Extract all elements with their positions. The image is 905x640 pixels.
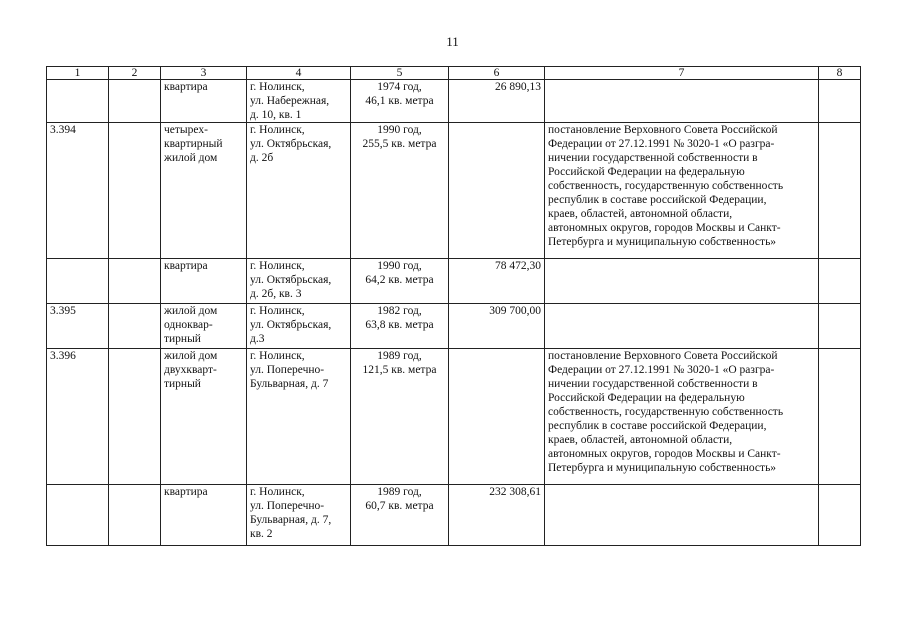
column-header: 6 bbox=[449, 67, 545, 80]
cell-text-line: автономных округов, городов Москвы и Санкт- bbox=[548, 222, 781, 234]
column-8-cell bbox=[819, 259, 861, 304]
column-8-cell bbox=[819, 485, 861, 546]
address-cell bbox=[247, 304, 351, 349]
cell-text-line: ул. Поперечно- bbox=[250, 364, 325, 376]
year-area-cell bbox=[351, 259, 449, 304]
cell-text-line: 26 890,13 bbox=[495, 81, 541, 93]
cell-text-line: тирный bbox=[164, 333, 201, 345]
row-number-cell bbox=[47, 304, 109, 349]
cell-text-line: ул. Октябрьская, bbox=[250, 319, 332, 331]
cost-cell bbox=[449, 349, 545, 485]
cell-text-line: д. 2б, кв. 3 bbox=[250, 288, 302, 300]
cell-text-line: ул. Набережная, bbox=[250, 95, 330, 107]
cell-text-line: республик в составе российской Федерации, bbox=[548, 420, 767, 432]
legal-basis-cell bbox=[545, 485, 819, 546]
column-header: 7 bbox=[545, 67, 819, 80]
cost-cell bbox=[449, 80, 545, 123]
cell-text-line: 60,7 кв. метра bbox=[365, 500, 434, 512]
cost-cell bbox=[449, 123, 545, 259]
cell-text-line: ничении государственной собственности в bbox=[548, 152, 758, 164]
cell-text-line: 3.395 bbox=[50, 305, 76, 317]
cell-text-line: 232 308,61 bbox=[489, 486, 541, 498]
object-name-cell bbox=[161, 123, 247, 259]
object-name-cell bbox=[161, 349, 247, 485]
legal-basis-cell bbox=[545, 349, 819, 485]
cell-text-line: квартира bbox=[164, 260, 208, 272]
table-row bbox=[47, 485, 861, 546]
legal-basis-cell bbox=[545, 80, 819, 123]
cell-text-line: 1982 год, bbox=[377, 305, 422, 317]
cell-text-line: 309 700,00 bbox=[489, 305, 541, 317]
cost-cell bbox=[449, 485, 545, 546]
object-name-cell bbox=[161, 304, 247, 349]
cell-text-line: жилой дом bbox=[164, 350, 218, 362]
cell-text-line: 63,8 кв. метра bbox=[365, 319, 434, 331]
cell-text-line: г. Нолинск, bbox=[250, 124, 305, 136]
property-register-table bbox=[46, 66, 861, 546]
column-8-cell bbox=[819, 80, 861, 123]
column-header: 1 bbox=[47, 67, 109, 80]
cell-text-line: 255,5 кв. метра bbox=[362, 138, 437, 150]
column-header: 3 bbox=[161, 67, 247, 80]
year-area-cell bbox=[351, 349, 449, 485]
column-header: 4 bbox=[247, 67, 351, 80]
object-name-cell bbox=[161, 485, 247, 546]
cell-text-line: 121,5 кв. метра bbox=[362, 364, 437, 376]
column-header: 8 bbox=[819, 67, 861, 80]
column-header: 2 bbox=[109, 67, 161, 80]
address-cell bbox=[247, 123, 351, 259]
cell-text-line: тирный bbox=[164, 378, 201, 390]
cell-text-line: Федерации от 27.12.1991 № 3020-1 «О разгра- bbox=[548, 364, 775, 376]
cell-text-line: постановление Верховного Совета Российской bbox=[548, 124, 778, 136]
cell-text-line: ул. Октябрьская, bbox=[250, 138, 332, 150]
cell-text-line: квартирный bbox=[164, 138, 223, 150]
cell-text-line: Федерации от 27.12.1991 № 3020-1 «О разгра- bbox=[548, 138, 775, 150]
table-row bbox=[47, 349, 861, 485]
row-number-cell bbox=[47, 485, 109, 546]
row-number-cell bbox=[47, 123, 109, 259]
cell-text-line: Бульварная, д. 7 bbox=[250, 378, 329, 390]
cell-text-line: ничении государственной собственности в bbox=[548, 378, 758, 390]
cell-text-line: д. 10, кв. 1 bbox=[250, 109, 302, 121]
cell-text-line: республик в составе российской Федерации, bbox=[548, 194, 767, 206]
cell-text-line: 1989 год, bbox=[377, 486, 422, 498]
legal-basis-cell bbox=[545, 304, 819, 349]
cell-text-line: 1990 год, bbox=[377, 124, 422, 136]
year-area-cell bbox=[351, 80, 449, 123]
cell-text-line: одноквар- bbox=[164, 319, 213, 331]
cell-text-line: Петербурга и муниципальную собственность» bbox=[548, 462, 777, 474]
cell-text-line: д. 2б bbox=[250, 152, 274, 164]
cell-text-line: четырех- bbox=[164, 124, 208, 136]
cost-cell bbox=[449, 259, 545, 304]
column-8-cell bbox=[819, 304, 861, 349]
cell-text-line: Российской Федерации на федеральную bbox=[548, 166, 745, 178]
cell-text-line: 78 472,30 bbox=[495, 260, 541, 272]
cell-text-line: двухкварт- bbox=[164, 364, 217, 376]
cell-text-line: квартира bbox=[164, 81, 208, 93]
cell-text-line: ул. Поперечно- bbox=[250, 500, 325, 512]
cell-text-line: собственность, государственную собственность bbox=[548, 406, 784, 418]
address-cell bbox=[247, 80, 351, 123]
legal-basis-cell bbox=[545, 259, 819, 304]
column-2-cell bbox=[109, 485, 161, 546]
cell-text-line: Бульварная, д. 7, bbox=[250, 514, 332, 526]
column-header: 5 bbox=[351, 67, 449, 80]
column-2-cell bbox=[109, 349, 161, 485]
cell-text-line: кв. 2 bbox=[250, 528, 273, 540]
cell-text-line: 3.394 bbox=[50, 124, 76, 136]
cost-cell bbox=[449, 304, 545, 349]
row-number-cell bbox=[47, 349, 109, 485]
column-8-cell bbox=[819, 349, 861, 485]
legal-basis-cell bbox=[545, 123, 819, 259]
cell-text-line: г. Нолинск, bbox=[250, 305, 305, 317]
cell-text-line: Петербурга и муниципальную собственность» bbox=[548, 236, 777, 248]
column-2-cell bbox=[109, 259, 161, 304]
cell-text-line: Российской Федерации на федеральную bbox=[548, 392, 745, 404]
table-row bbox=[47, 259, 861, 304]
column-8-cell bbox=[819, 123, 861, 259]
table-row bbox=[47, 304, 861, 349]
address-cell bbox=[247, 259, 351, 304]
page-number: 11 bbox=[446, 34, 459, 49]
cell-text-line: 46,1 кв. метра bbox=[365, 95, 434, 107]
cell-text-line: жилой дом bbox=[164, 305, 218, 317]
cell-text-line: ул. Октябрьская, bbox=[250, 274, 332, 286]
address-cell bbox=[247, 485, 351, 546]
year-area-cell bbox=[351, 485, 449, 546]
column-2-cell bbox=[109, 80, 161, 123]
address-cell bbox=[247, 349, 351, 485]
cell-text-line: 3.396 bbox=[50, 350, 76, 362]
table-row bbox=[47, 80, 861, 123]
cell-text-line: 1990 год, bbox=[377, 260, 422, 272]
cell-text-line: постановление Верховного Совета Российской bbox=[548, 350, 778, 362]
cell-text-line: краев, областей, автономной области, bbox=[548, 208, 733, 220]
cell-text-line: 64,2 кв. метра bbox=[365, 274, 434, 286]
column-2-cell bbox=[109, 123, 161, 259]
cell-text-line: 1974 год, bbox=[377, 81, 422, 93]
row-number-cell bbox=[47, 259, 109, 304]
year-area-cell bbox=[351, 123, 449, 259]
cell-text-line: автономных округов, городов Москвы и Санкт- bbox=[548, 448, 781, 460]
cell-text-line: д.3 bbox=[250, 333, 265, 345]
table-row bbox=[47, 123, 861, 259]
cell-text-line: собственность, государственную собственность bbox=[548, 180, 784, 192]
cell-text-line: краев, областей, автономной области, bbox=[548, 434, 733, 446]
cell-text-line: г. Нолинск, bbox=[250, 81, 305, 93]
cell-text-line: г. Нолинск, bbox=[250, 350, 305, 362]
cell-text-line: 1989 год, bbox=[377, 350, 422, 362]
year-area-cell bbox=[351, 304, 449, 349]
object-name-cell bbox=[161, 80, 247, 123]
cell-text-line: жилой дом bbox=[164, 152, 218, 164]
header-row bbox=[47, 67, 861, 80]
cell-text-line: г. Нолинск, bbox=[250, 260, 305, 272]
cell-text-line: квартира bbox=[164, 486, 208, 498]
object-name-cell bbox=[161, 259, 247, 304]
cell-text-line: г. Нолинск, bbox=[250, 486, 305, 498]
column-2-cell bbox=[109, 304, 161, 349]
row-number-cell bbox=[47, 80, 109, 123]
